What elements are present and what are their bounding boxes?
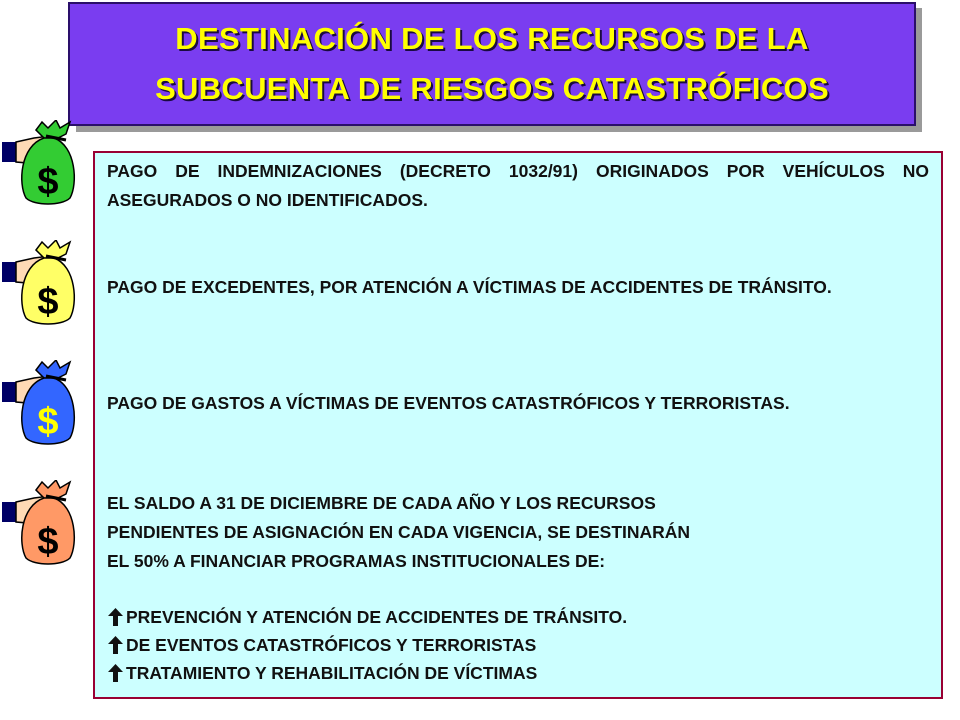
list-item bbox=[107, 603, 627, 631]
balance-line: PENDIENTES DE ASIGNACIÓN EN CADA VIGENCIA, SE DESTINARÁN bbox=[107, 522, 691, 542]
svg-text:$: $ bbox=[37, 401, 59, 443]
item-paragraph-balance bbox=[107, 489, 929, 576]
up-arrow-bullet-icon bbox=[107, 663, 124, 683]
svg-text:$: $ bbox=[37, 281, 59, 323]
title-banner bbox=[68, 2, 916, 126]
content-box bbox=[93, 151, 943, 699]
item-paragraph: PAGO DE EXCEDENTES, POR ATENCIÓN A VÍCTIMAS DE ACCIDENTES DE TRÁNSITO. bbox=[107, 277, 832, 297]
title-line-2: SUBCUENTA DE RIESGOS CATASTRÓFICOS bbox=[155, 71, 829, 106]
list-item-label: TRATAMIENTO Y REHABILITACIÓN DE VÍCTIMAS bbox=[126, 663, 538, 683]
list-item-label: PREVENCIÓN Y ATENCIÓN DE ACCIDENTES DE TRÁNSITO. bbox=[126, 607, 628, 627]
svg-text:$: $ bbox=[37, 161, 59, 203]
program-list bbox=[107, 603, 627, 687]
item-paragraph: PAGO DE INDEMNIZACIONES (DECRETO 1032/91) ORIGINADOS POR VEHÍCULOS NO ASEGURADOS O NO IDENTIFICADOS. bbox=[107, 161, 929, 210]
title-line-1: DESTINACIÓN DE LOS RECURSOS DE LA bbox=[175, 21, 809, 56]
balance-line: EL 50% A FINANCIAR PROGRAMAS INSTITUCIONALES DE: bbox=[107, 551, 606, 571]
money-bag-hand-icon bbox=[0, 360, 80, 450]
up-arrow-bullet-icon bbox=[107, 635, 124, 655]
list-item bbox=[107, 631, 627, 659]
list-item-label: DE EVENTOS CATASTRÓFICOS Y TERRORISTAS bbox=[126, 635, 537, 655]
list-item bbox=[107, 659, 627, 687]
up-arrow-bullet-icon bbox=[107, 607, 124, 627]
money-bag-hand-icon bbox=[0, 120, 80, 210]
svg-text:$: $ bbox=[37, 521, 59, 563]
money-bag-hand-icon bbox=[0, 240, 80, 330]
balance-line: EL SALDO A 31 DE DICIEMBRE DE CADA AÑO Y LOS RECURSOS bbox=[107, 493, 656, 513]
item-paragraph: PAGO DE GASTOS A VÍCTIMAS DE EVENTOS CATASTRÓFICOS Y TERRORISTAS. bbox=[107, 393, 790, 413]
money-bag-hand-icon bbox=[0, 480, 80, 570]
